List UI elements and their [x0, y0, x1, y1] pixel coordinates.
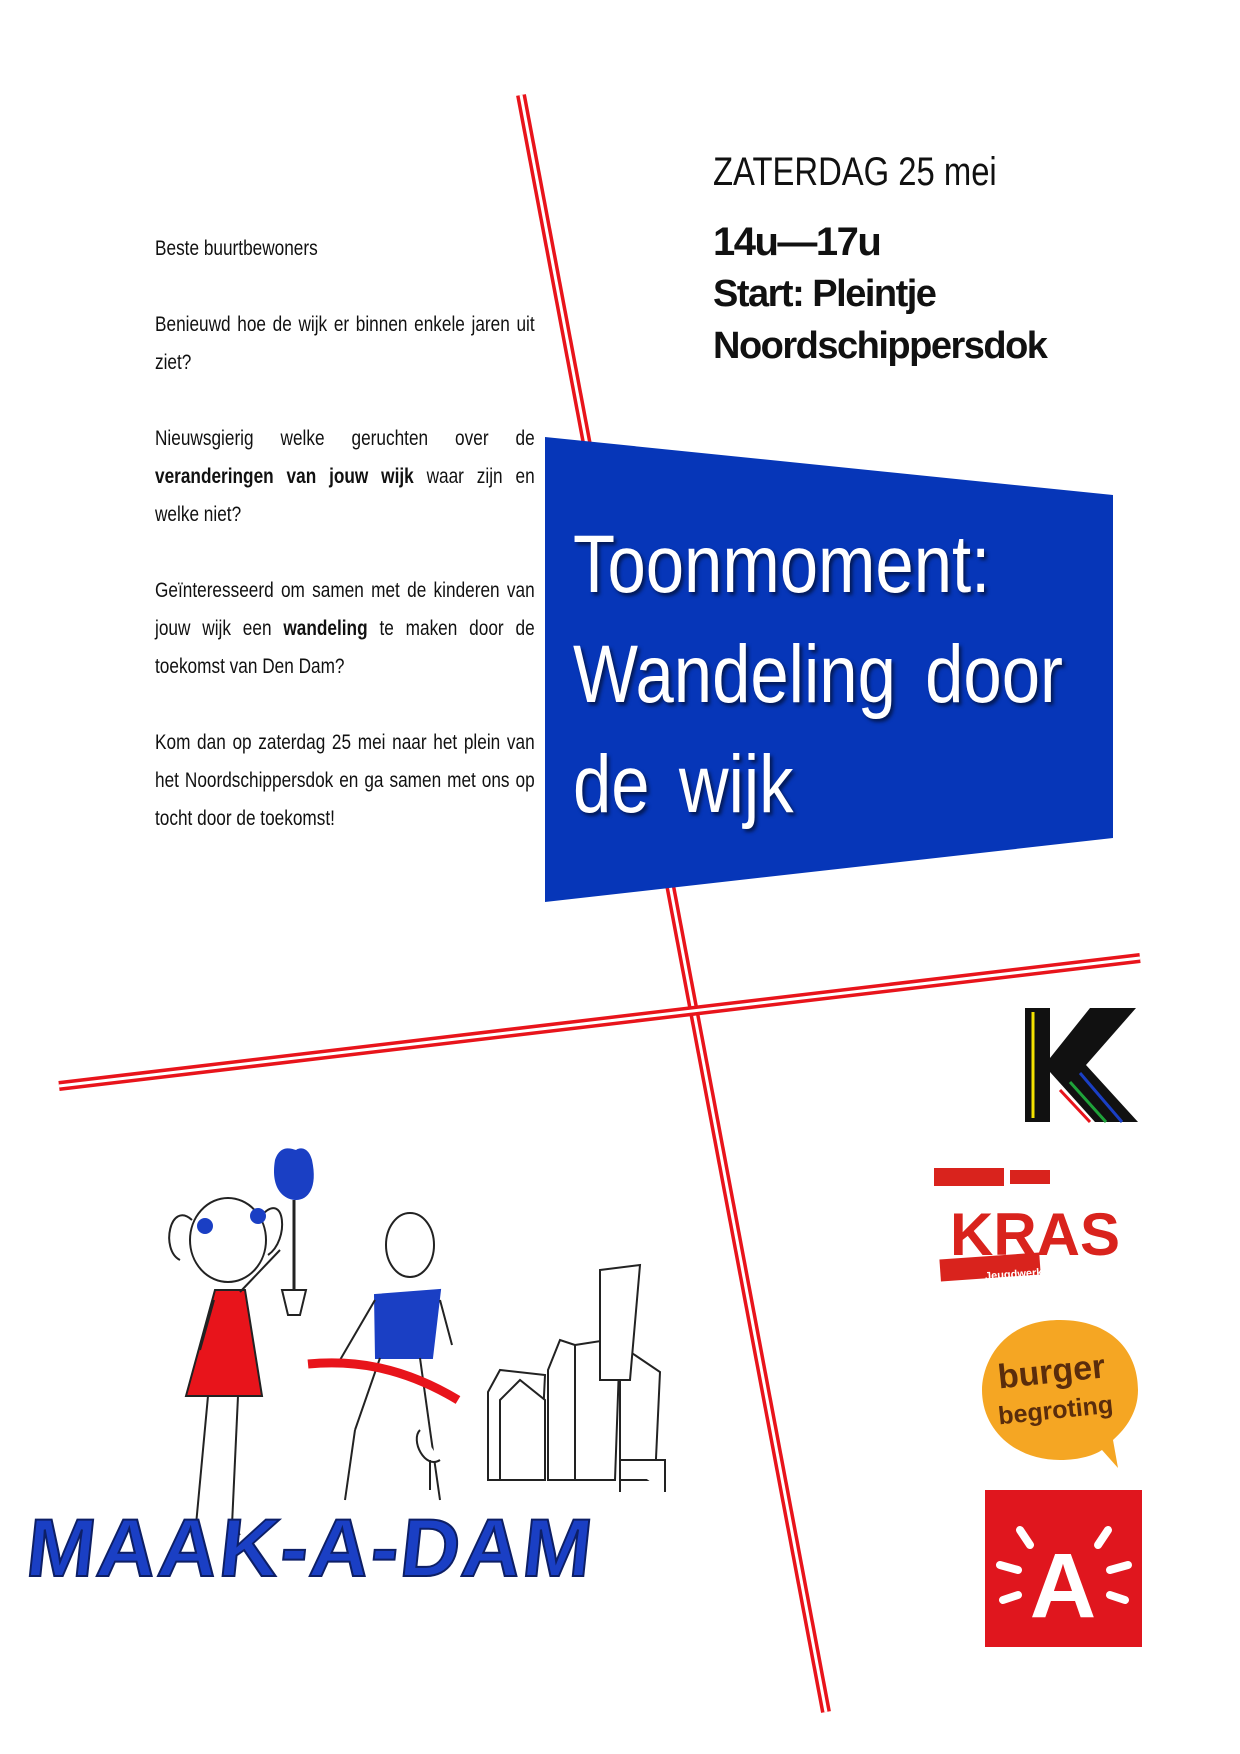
letter-emphasis-wandeling: wandeling: [283, 617, 368, 640]
letter-greeting: Beste buurtbewoners: [155, 237, 318, 260]
headline-line-3: de wijk: [573, 739, 794, 830]
letter-paragraph-3: Geïnteresseerd om samen met de kinderen van jouw wijk een wandeling te maken door de toekomst van Den Dam?: [155, 579, 535, 678]
event-date: ZATERDAG 25 mei: [713, 150, 997, 194]
letter-paragraph-1: Benieuwd hoe de wijk er binnen enkele jaren uit ziet?: [155, 313, 535, 374]
headline-line-1: Toonmoment:: [573, 519, 991, 610]
letter-paragraph-2: Nieuwsgierig welke geruchten over de veranderingen van jouw wijk waar zijn en welke niet?: [155, 427, 535, 526]
kras-subtext: Jeugdwerk!: [984, 1266, 1047, 1283]
event-place: Noordschippersdok: [713, 325, 1047, 367]
begroting-text: begroting: [996, 1390, 1115, 1431]
maak-a-dam-text: MAAK-A-DAM: [22, 1503, 599, 1594]
event-start: Start: Pleintje: [713, 273, 936, 315]
letter-paragraph-4: Kom dan op zaterdag 25 mei naar het plein van het Noordschippersdok en ga samen met ons op tocht door de toekomst!: [155, 731, 535, 830]
kras-text: KRAS: [950, 1201, 1121, 1268]
event-time: 14u—17u: [713, 220, 881, 264]
letter-emphasis-veranderingen: veranderingen van jouw wijk: [155, 465, 414, 488]
antwerpen-letter: A: [1029, 1535, 1097, 1637]
burger-text: burger: [995, 1347, 1108, 1397]
headline-line-2: Wandeling door: [573, 629, 1063, 720]
